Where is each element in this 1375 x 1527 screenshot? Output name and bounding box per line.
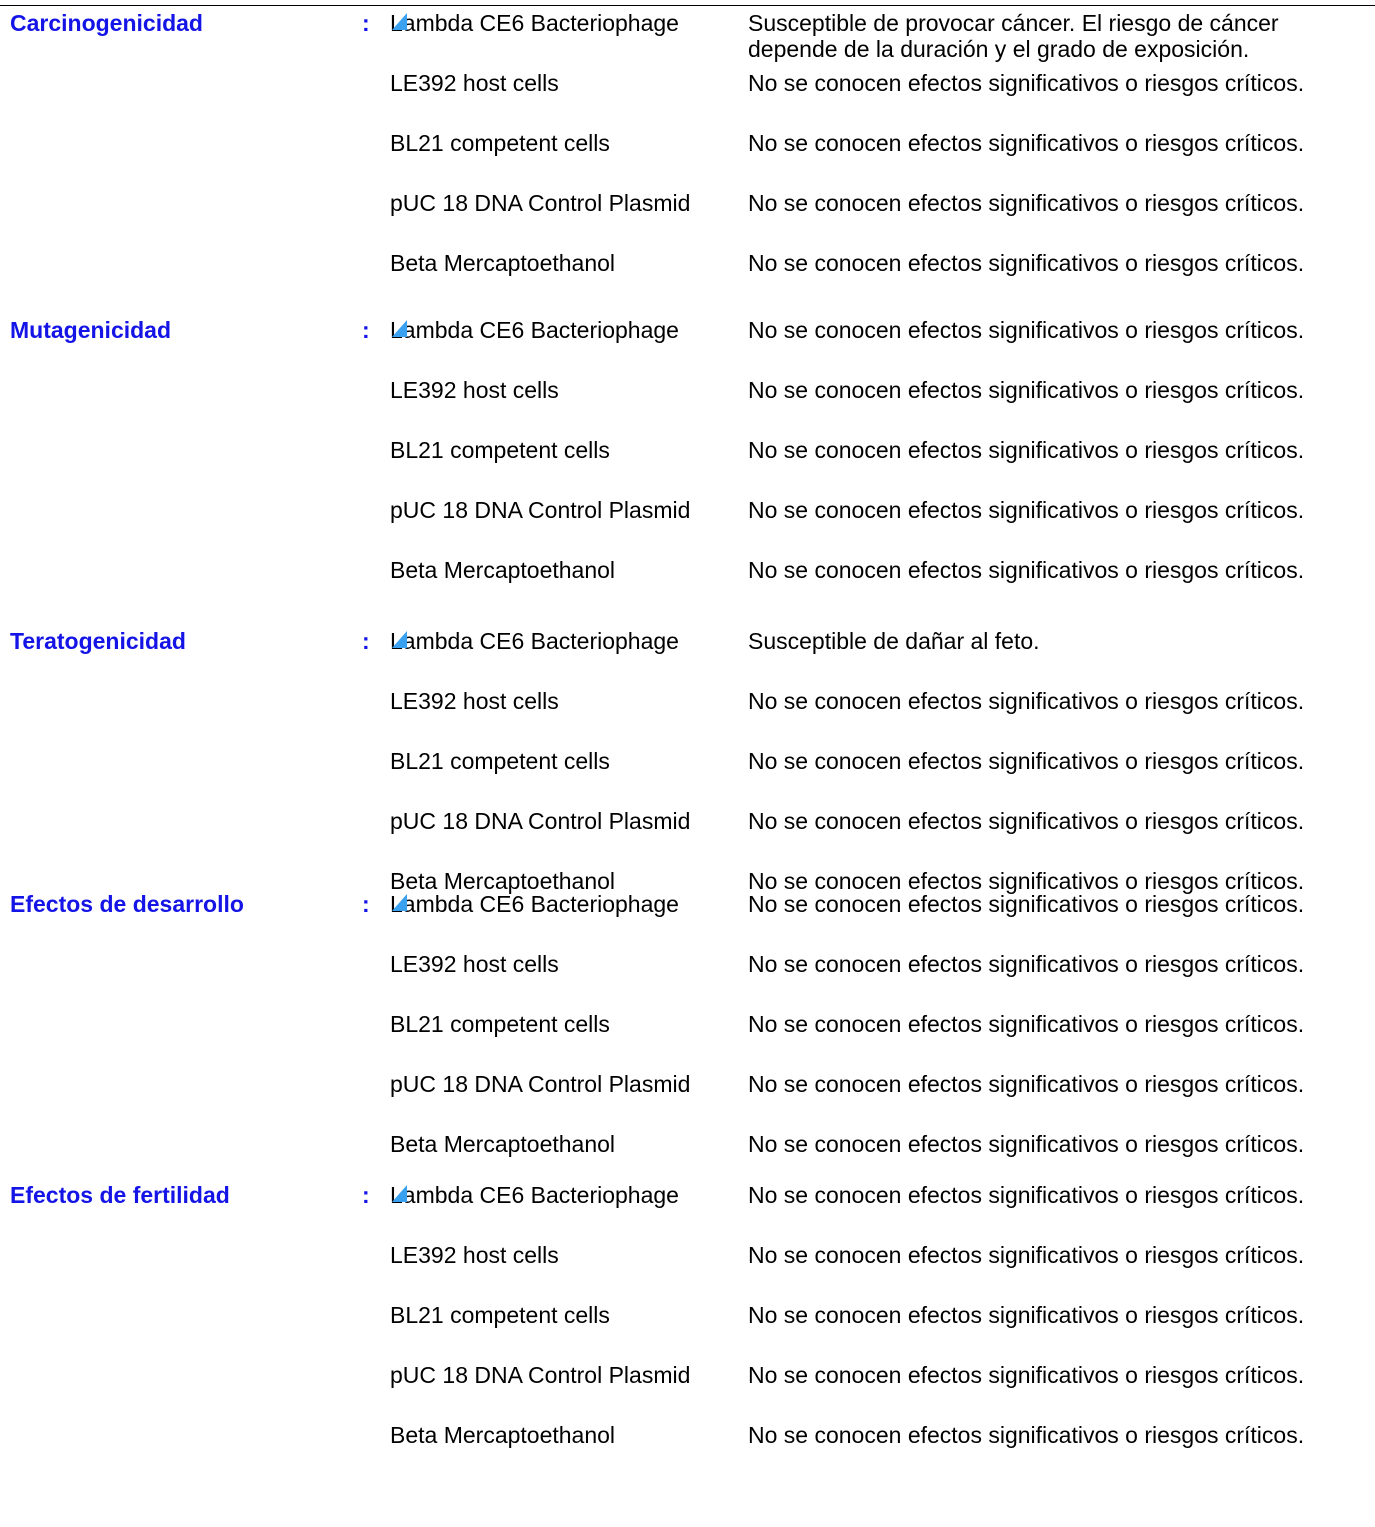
- label-separator: :: [362, 1182, 370, 1208]
- table-row: [0, 70, 1375, 130]
- effect-description: No se conocen efectos significativos o riesgos críticos.: [748, 317, 1305, 343]
- table-row: [0, 377, 1375, 437]
- product-name: Lambda CE6 Bacteriophage: [390, 317, 679, 343]
- effect-description: No se conocen efectos significativos o riesgos críticos.: [748, 1302, 1305, 1328]
- effect-description: No se conocen efectos significativos o riesgos críticos.: [748, 688, 1305, 714]
- effect-description: No se conocen efectos significativos o riesgos críticos.: [748, 437, 1305, 463]
- effect-description: No se conocen efectos significativos o riesgos críticos.: [748, 891, 1305, 917]
- table-row: [0, 1362, 1375, 1422]
- product-name: pUC 18 DNA Control Plasmid: [390, 497, 691, 523]
- table-row: [0, 808, 1375, 868]
- blue-triangle-marker-icon: [392, 13, 407, 30]
- effect-description: No se conocen efectos significativos o riesgos críticos.: [748, 951, 1305, 977]
- blue-triangle-marker-icon: [392, 631, 407, 648]
- effect-description: No se conocen efectos significativos o riesgos críticos.: [748, 1422, 1305, 1448]
- product-name: Beta Mercaptoethanol: [390, 557, 616, 583]
- product-name: Lambda CE6 Bacteriophage: [390, 1182, 679, 1208]
- product-name: Beta Mercaptoethanol: [390, 250, 616, 276]
- table-row: [0, 190, 1375, 250]
- product-name: pUC 18 DNA Control Plasmid: [390, 1071, 691, 1097]
- product-name: BL21 competent cells: [390, 1302, 610, 1328]
- product-name: LE392 host cells: [390, 1242, 559, 1268]
- label-separator: :: [362, 891, 370, 917]
- product-name: LE392 host cells: [390, 377, 559, 403]
- product-name: BL21 competent cells: [390, 748, 610, 774]
- label-separator: :: [362, 10, 370, 36]
- effect-description: No se conocen efectos significativos o riesgos críticos.: [748, 1131, 1305, 1157]
- table-row: [0, 1422, 1375, 1482]
- effect-description: No se conocen efectos significativos o riesgos críticos.: [748, 748, 1305, 774]
- table-row: [0, 1302, 1375, 1362]
- product-name: LE392 host cells: [390, 688, 559, 714]
- effect-description: No se conocen efectos significativos o riesgos críticos.: [748, 557, 1305, 583]
- effect-description: No se conocen efectos significativos o riesgos críticos.: [748, 808, 1305, 834]
- table-row: [0, 437, 1375, 497]
- product-name: BL21 competent cells: [390, 1011, 610, 1037]
- effect-description: No se conocen efectos significativos o riesgos críticos.: [748, 250, 1305, 276]
- product-name: LE392 host cells: [390, 951, 559, 977]
- effect-description: No se conocen efectos significativos o riesgos críticos.: [748, 868, 1305, 894]
- category-label: Mutagenicidad: [10, 317, 172, 343]
- product-name: LE392 host cells: [390, 70, 559, 96]
- effect-description: No se conocen efectos significativos o riesgos críticos.: [748, 1071, 1305, 1097]
- table-row: [0, 688, 1375, 748]
- table-row: [0, 628, 1375, 688]
- table-row: [0, 130, 1375, 190]
- category-label: Carcinogenicidad: [10, 10, 203, 36]
- product-name: BL21 competent cells: [390, 130, 610, 156]
- table-row: [0, 891, 1375, 951]
- product-name: Lambda CE6 Bacteriophage: [390, 10, 679, 36]
- table-row: [0, 748, 1375, 808]
- table-row: [0, 1011, 1375, 1071]
- effect-description: No se conocen efectos significativos o riesgos críticos.: [748, 1182, 1305, 1208]
- table-row: [0, 497, 1375, 557]
- effect-description: No se conocen efectos significativos o riesgos críticos.: [748, 190, 1305, 216]
- table-row: [0, 1242, 1375, 1302]
- top-divider: [0, 5, 1375, 6]
- table-row: [0, 1182, 1375, 1242]
- effect-description: No se conocen efectos significativos o riesgos críticos.: [748, 130, 1305, 156]
- label-separator: :: [362, 628, 370, 654]
- table-row: [0, 317, 1375, 377]
- blue-triangle-marker-icon: [392, 320, 407, 337]
- product-name: Beta Mercaptoethanol: [390, 1131, 616, 1157]
- category-label: Efectos de fertilidad: [10, 1182, 230, 1208]
- effect-description: No se conocen efectos significativos o riesgos críticos.: [748, 497, 1305, 523]
- blue-triangle-marker-icon: [392, 1185, 407, 1202]
- product-name: Beta Mercaptoethanol: [390, 868, 616, 894]
- effect-description: Susceptible de provocar cáncer. El riesgo de cáncer depende de la duración y el grado de exposición.: [748, 10, 1279, 62]
- category-label: Efectos de desarrollo: [10, 891, 244, 917]
- table-row: [0, 557, 1375, 617]
- blue-triangle-marker-icon: [392, 894, 407, 911]
- table-row: [0, 10, 1375, 70]
- product-name: BL21 competent cells: [390, 437, 610, 463]
- product-name: pUC 18 DNA Control Plasmid: [390, 808, 691, 834]
- category-label: Teratogenicidad: [10, 628, 186, 654]
- product-name: Lambda CE6 Bacteriophage: [390, 628, 679, 654]
- effect-description: No se conocen efectos significativos o riesgos críticos.: [748, 377, 1305, 403]
- product-name: pUC 18 DNA Control Plasmid: [390, 1362, 691, 1388]
- effect-description: Susceptible de dañar al feto.: [748, 628, 1040, 654]
- product-name: pUC 18 DNA Control Plasmid: [390, 190, 691, 216]
- table-row: [0, 250, 1375, 310]
- product-name: Beta Mercaptoethanol: [390, 1422, 616, 1448]
- effect-description: No se conocen efectos significativos o riesgos críticos.: [748, 1362, 1305, 1388]
- table-row: [0, 951, 1375, 1011]
- label-separator: :: [362, 317, 370, 343]
- effect-description: No se conocen efectos significativos o riesgos críticos.: [748, 1011, 1305, 1037]
- table-row: [0, 1071, 1375, 1131]
- product-name: Lambda CE6 Bacteriophage: [390, 891, 679, 917]
- effect-description: No se conocen efectos significativos o riesgos críticos.: [748, 70, 1305, 96]
- effect-description: No se conocen efectos significativos o riesgos críticos.: [748, 1242, 1305, 1268]
